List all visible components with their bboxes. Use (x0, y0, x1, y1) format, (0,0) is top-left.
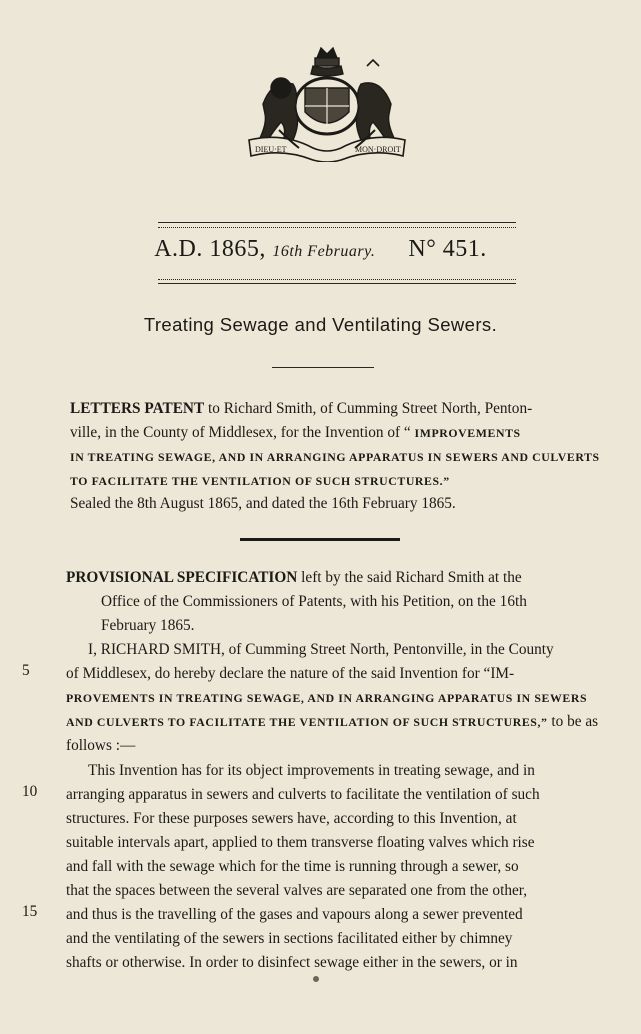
line-number: 10 (22, 782, 38, 800)
patent-number: N° 451. (408, 236, 487, 262)
letters-patent-line-4: TO FACILITATE THE VENTILATION OF SUCH STRUCTURES.” (70, 474, 450, 488)
provisional-line-3: February 1865. (101, 617, 195, 634)
specification-line: and fall with the sewage which for the time is running through a sewer, so (66, 857, 519, 875)
svg-text:DIEU·ET: DIEU·ET (255, 145, 287, 154)
letters-patent-line-2: ville, in the County of Middlesex, for the Invention of “ (70, 424, 415, 441)
sealed-line (70, 492, 456, 516)
provisional-line-1: left by the said Richard Smith at the (297, 569, 522, 586)
specification-line: of Middlesex, do hereby declare the nature of the said Invention for “IM- (66, 665, 515, 683)
letters-patent-heading: LETTERS PATENT (70, 400, 205, 417)
specification-line: PROVEMENTS IN TREATING SEWAGE, AND IN ARRANGING APPARATUS IN SEWERS (66, 691, 588, 706)
provisional-heading: PROVISIONAL SPECIFICATION (66, 569, 298, 586)
provisional-line-2: Office of the Commissioners of Patents, with his Petition, on the 16th (101, 593, 527, 610)
letters-patent-line-2-sc: IMPROVEMENTS (414, 426, 521, 440)
sealed-text: Sealed the 8th August 1865, and dated the 16th February 1865. (70, 495, 456, 512)
filing-date: 16th February. (272, 243, 376, 260)
line-number: 15 (22, 903, 38, 921)
royal-coat-of-arms (243, 44, 411, 162)
top-double-rule (158, 222, 516, 228)
section-rule (240, 538, 400, 541)
date-line (0, 236, 641, 263)
specification-line: shafts or otherwise. In order to disinfect sewage either in the sewers, or in (66, 954, 518, 972)
svg-text:MON·DROIT: MON·DROIT (355, 145, 401, 154)
specification-line: suitable intervals apart, applied to them transverse floating valves which rise (66, 833, 535, 851)
letters-patent-line-1: to Richard Smith, of Cumming Street North, Penton- (204, 400, 533, 417)
title-rule (272, 367, 374, 368)
year-label: A.D. 1865, (154, 236, 266, 262)
specification-line: that the spaces between the several valves are separated one from the other, (66, 882, 528, 899)
patent-title: Treating Sewage and Ventilating Sewers. (143, 314, 498, 335)
page-mark (313, 976, 319, 982)
line-number: 5 (22, 662, 30, 680)
specification-line: follows :— (66, 737, 136, 755)
specification-line: This Invention has for its object improvements in treating sewage, and in (88, 761, 535, 779)
specification-line: AND CULVERTS TO FACILITATE THE VENTILATION OF SUCH STRUCTURES,” to be as (66, 713, 599, 731)
specification-line: and thus is the travelling of the gases and vapours along a sewer prevented (66, 906, 523, 924)
letters-patent-block (70, 397, 600, 493)
letters-patent-line-3: IN TREATING SEWAGE, AND IN ARRANGING APPARATUS IN SEWERS AND CULVERTS (70, 450, 600, 464)
bottom-double-rule (158, 279, 516, 284)
specification-line: I, RICHARD SMITH, of Cumming Street North, Pentonville, in the County (88, 641, 554, 658)
specification-line: arranging apparatus in sewers and culverts to facilitate the ventilation of such (66, 785, 540, 803)
specification-line: structures. For these purposes sewers have, according to this Invention, at (66, 809, 517, 827)
provisional-block (66, 566, 527, 638)
specification-line: and the ventilating of the sewers in sections facilitated either by chimney (66, 930, 513, 948)
